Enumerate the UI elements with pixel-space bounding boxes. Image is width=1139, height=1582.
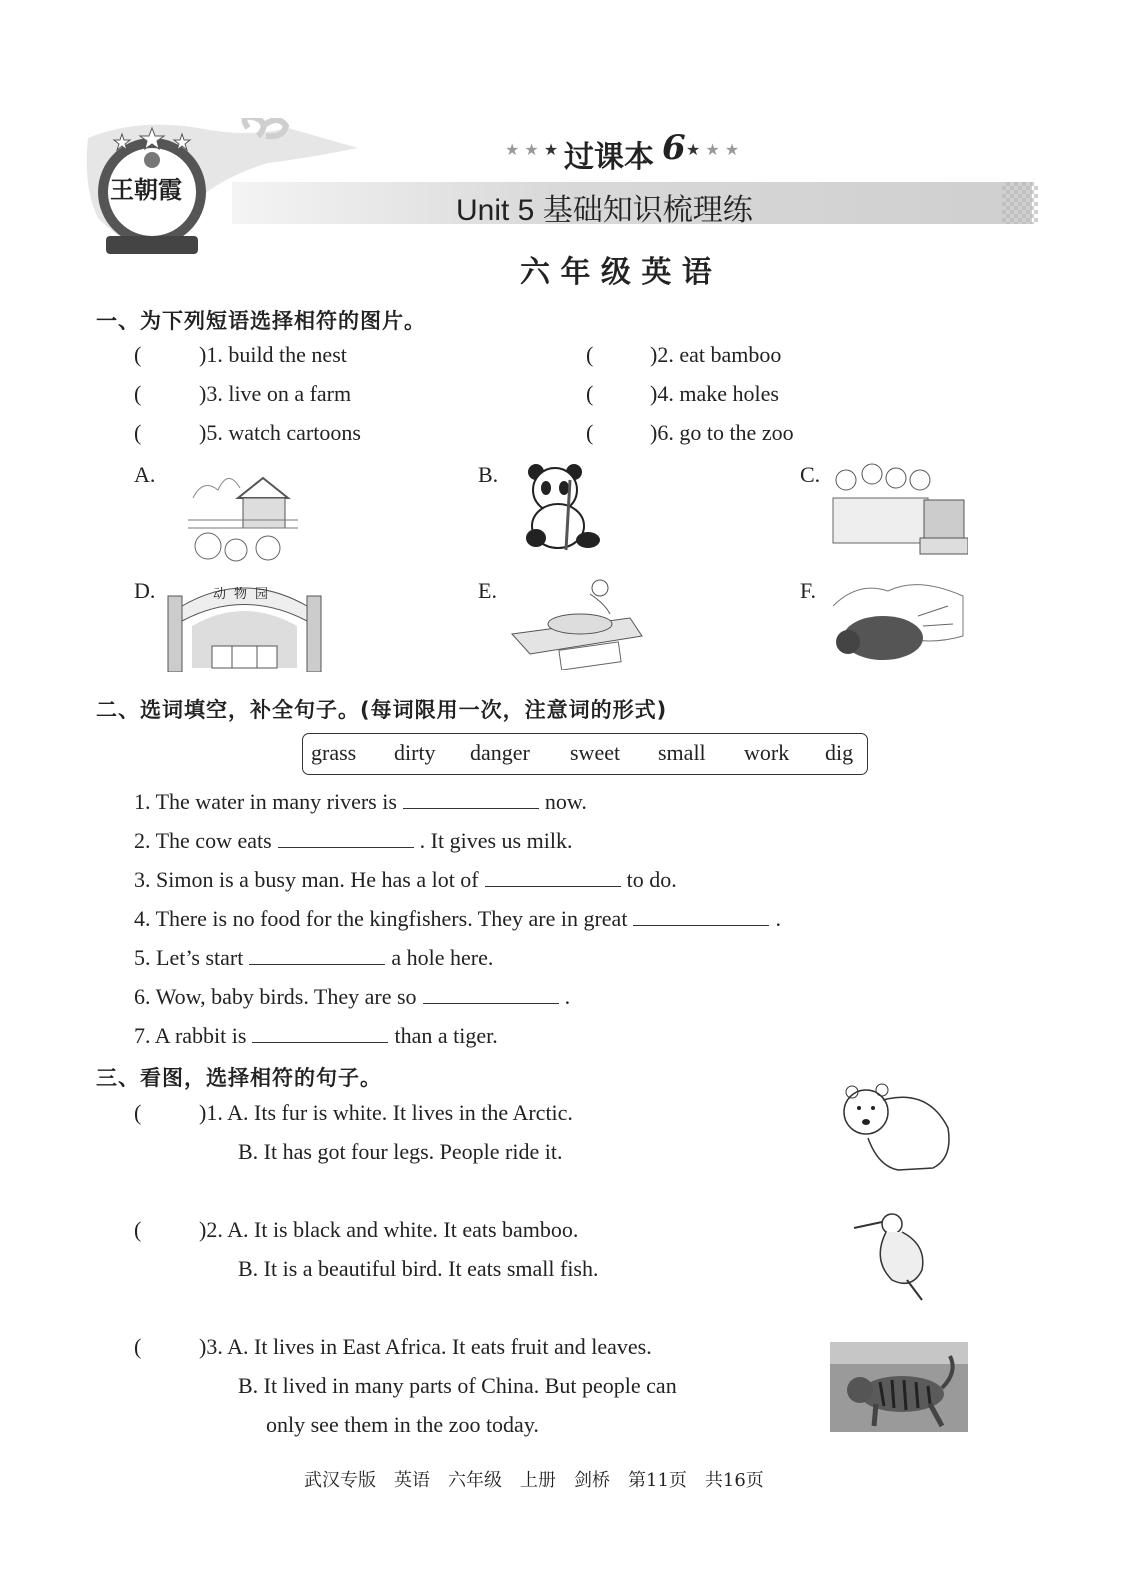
option-e-label: E. (478, 578, 497, 603)
section1-title: 一、为下列短语选择相符的图片。 (96, 309, 426, 333)
banner-pattern (1002, 182, 1038, 224)
q1-option-b: B. It has got four legs. People ride it. (238, 1139, 563, 1164)
sentence-5: 5. Let’s start a hole here. (134, 945, 494, 970)
q3-option-a: )3. A. It lives in East Africa. It eats fruit and leaves. (199, 1334, 652, 1359)
phrase-1: )1. build the nest (199, 342, 347, 367)
answer-blank-5[interactable] (249, 946, 385, 965)
q3-option-b: B. It lived in many parts of China. But people can (238, 1373, 677, 1398)
logo-text: 王朝霞 (110, 175, 182, 204)
answer-paren-s3-2[interactable]: ( (134, 1217, 142, 1242)
word-bank-item: grass (311, 740, 357, 765)
word-bank-item: danger (470, 740, 530, 765)
answer-paren-6[interactable]: ( (586, 420, 594, 445)
phrase-3: )3. live on a farm (199, 381, 352, 406)
sentence-2: 2. The cow eats . It gives us milk. (134, 828, 573, 853)
sentence-4: 4. There is no food for the kingfishers. They are in great . (134, 906, 781, 931)
series-stars-left: ★ ★ ★ (505, 140, 559, 159)
series-stars-right: ★ ★ ★ (686, 140, 740, 159)
phrase-4: )4. make holes (650, 381, 779, 406)
answer-paren-s3-3[interactable]: ( (134, 1334, 142, 1359)
sentence-7: 7. A rabbit is than a tiger. (134, 1023, 498, 1048)
option-d-label: D. (134, 578, 156, 603)
tiger-picture (830, 1342, 968, 1432)
option-a-label: A. (134, 462, 156, 487)
phrase-2: )2. eat bamboo (650, 342, 782, 367)
series-title: 过课本 (564, 140, 654, 175)
word-bank-item: sweet (570, 740, 621, 765)
answer-paren-2[interactable]: ( (586, 342, 594, 367)
q1-option-a: )1. A. Its fur is white. It lives in the Arctic. (199, 1100, 573, 1125)
animal-digging-picture (828, 576, 970, 672)
word-bank (302, 733, 868, 775)
answer-blank-3[interactable] (485, 868, 621, 887)
answer-blank-7[interactable] (252, 1024, 388, 1043)
phrase-6: )6. go to the zoo (650, 420, 794, 445)
bird-nest-picture (510, 574, 645, 670)
section2-title: 二、选词填空，补全句子。(每词限用一次，注意词的形式) (96, 698, 668, 722)
q2-option-a: )2. A. It is black and white. It eats bamboo. (199, 1217, 579, 1242)
zoo-sign-text: 动物园 (213, 587, 277, 602)
word-bank-item: dirty (394, 740, 436, 765)
answer-blank-2[interactable] (278, 829, 414, 848)
phrase-5: )5. watch cartoons (199, 420, 361, 445)
answer-paren-1[interactable]: ( (134, 342, 142, 367)
sentence-3: 3. Simon is a busy man. He has a lot of to do. (134, 867, 677, 892)
unit-title: Unit 5 基础知识梳理练 (456, 194, 753, 227)
answer-blank-6[interactable] (423, 985, 559, 1004)
answer-blank-1[interactable] (403, 790, 539, 809)
q3-option-b-cont: only see them in the zoo today. (266, 1412, 539, 1437)
subject-title: 六 年 级 英 语 (520, 255, 712, 290)
children-watching-tv-picture (828, 458, 968, 558)
answer-paren-4[interactable]: ( (586, 381, 594, 406)
answer-paren-3[interactable]: ( (134, 381, 142, 406)
sentence-1: 1. The water in many rivers is now. (134, 789, 587, 814)
word-bank-item: dig (825, 740, 854, 765)
series-number: 6 (662, 128, 686, 168)
q2-option-b: B. It is a beautiful bird. It eats small fish. (238, 1256, 599, 1281)
panda-picture (522, 460, 604, 555)
answer-blank-4[interactable] (633, 907, 769, 926)
word-bank-item: small (658, 740, 706, 765)
section3-title: 三、看图，选择相符的句子。 (96, 1066, 382, 1090)
sentence-6: 6. Wow, baby birds. They are so . (134, 984, 571, 1009)
polar-bear-picture (838, 1078, 956, 1173)
option-f-label: F. (800, 578, 816, 603)
answer-paren-s3-1[interactable]: ( (134, 1100, 142, 1125)
kingfisher-picture (852, 1210, 937, 1302)
page-footer: 武汉专版 英语 六年级 上册 剑桥 第11页 共16页 (304, 1470, 764, 1491)
option-b-label: B. (478, 462, 499, 487)
option-c-label: C. (800, 462, 821, 487)
answer-paren-5[interactable]: ( (134, 420, 142, 445)
word-bank-item: work (744, 740, 790, 765)
farm-picture (188, 458, 303, 563)
